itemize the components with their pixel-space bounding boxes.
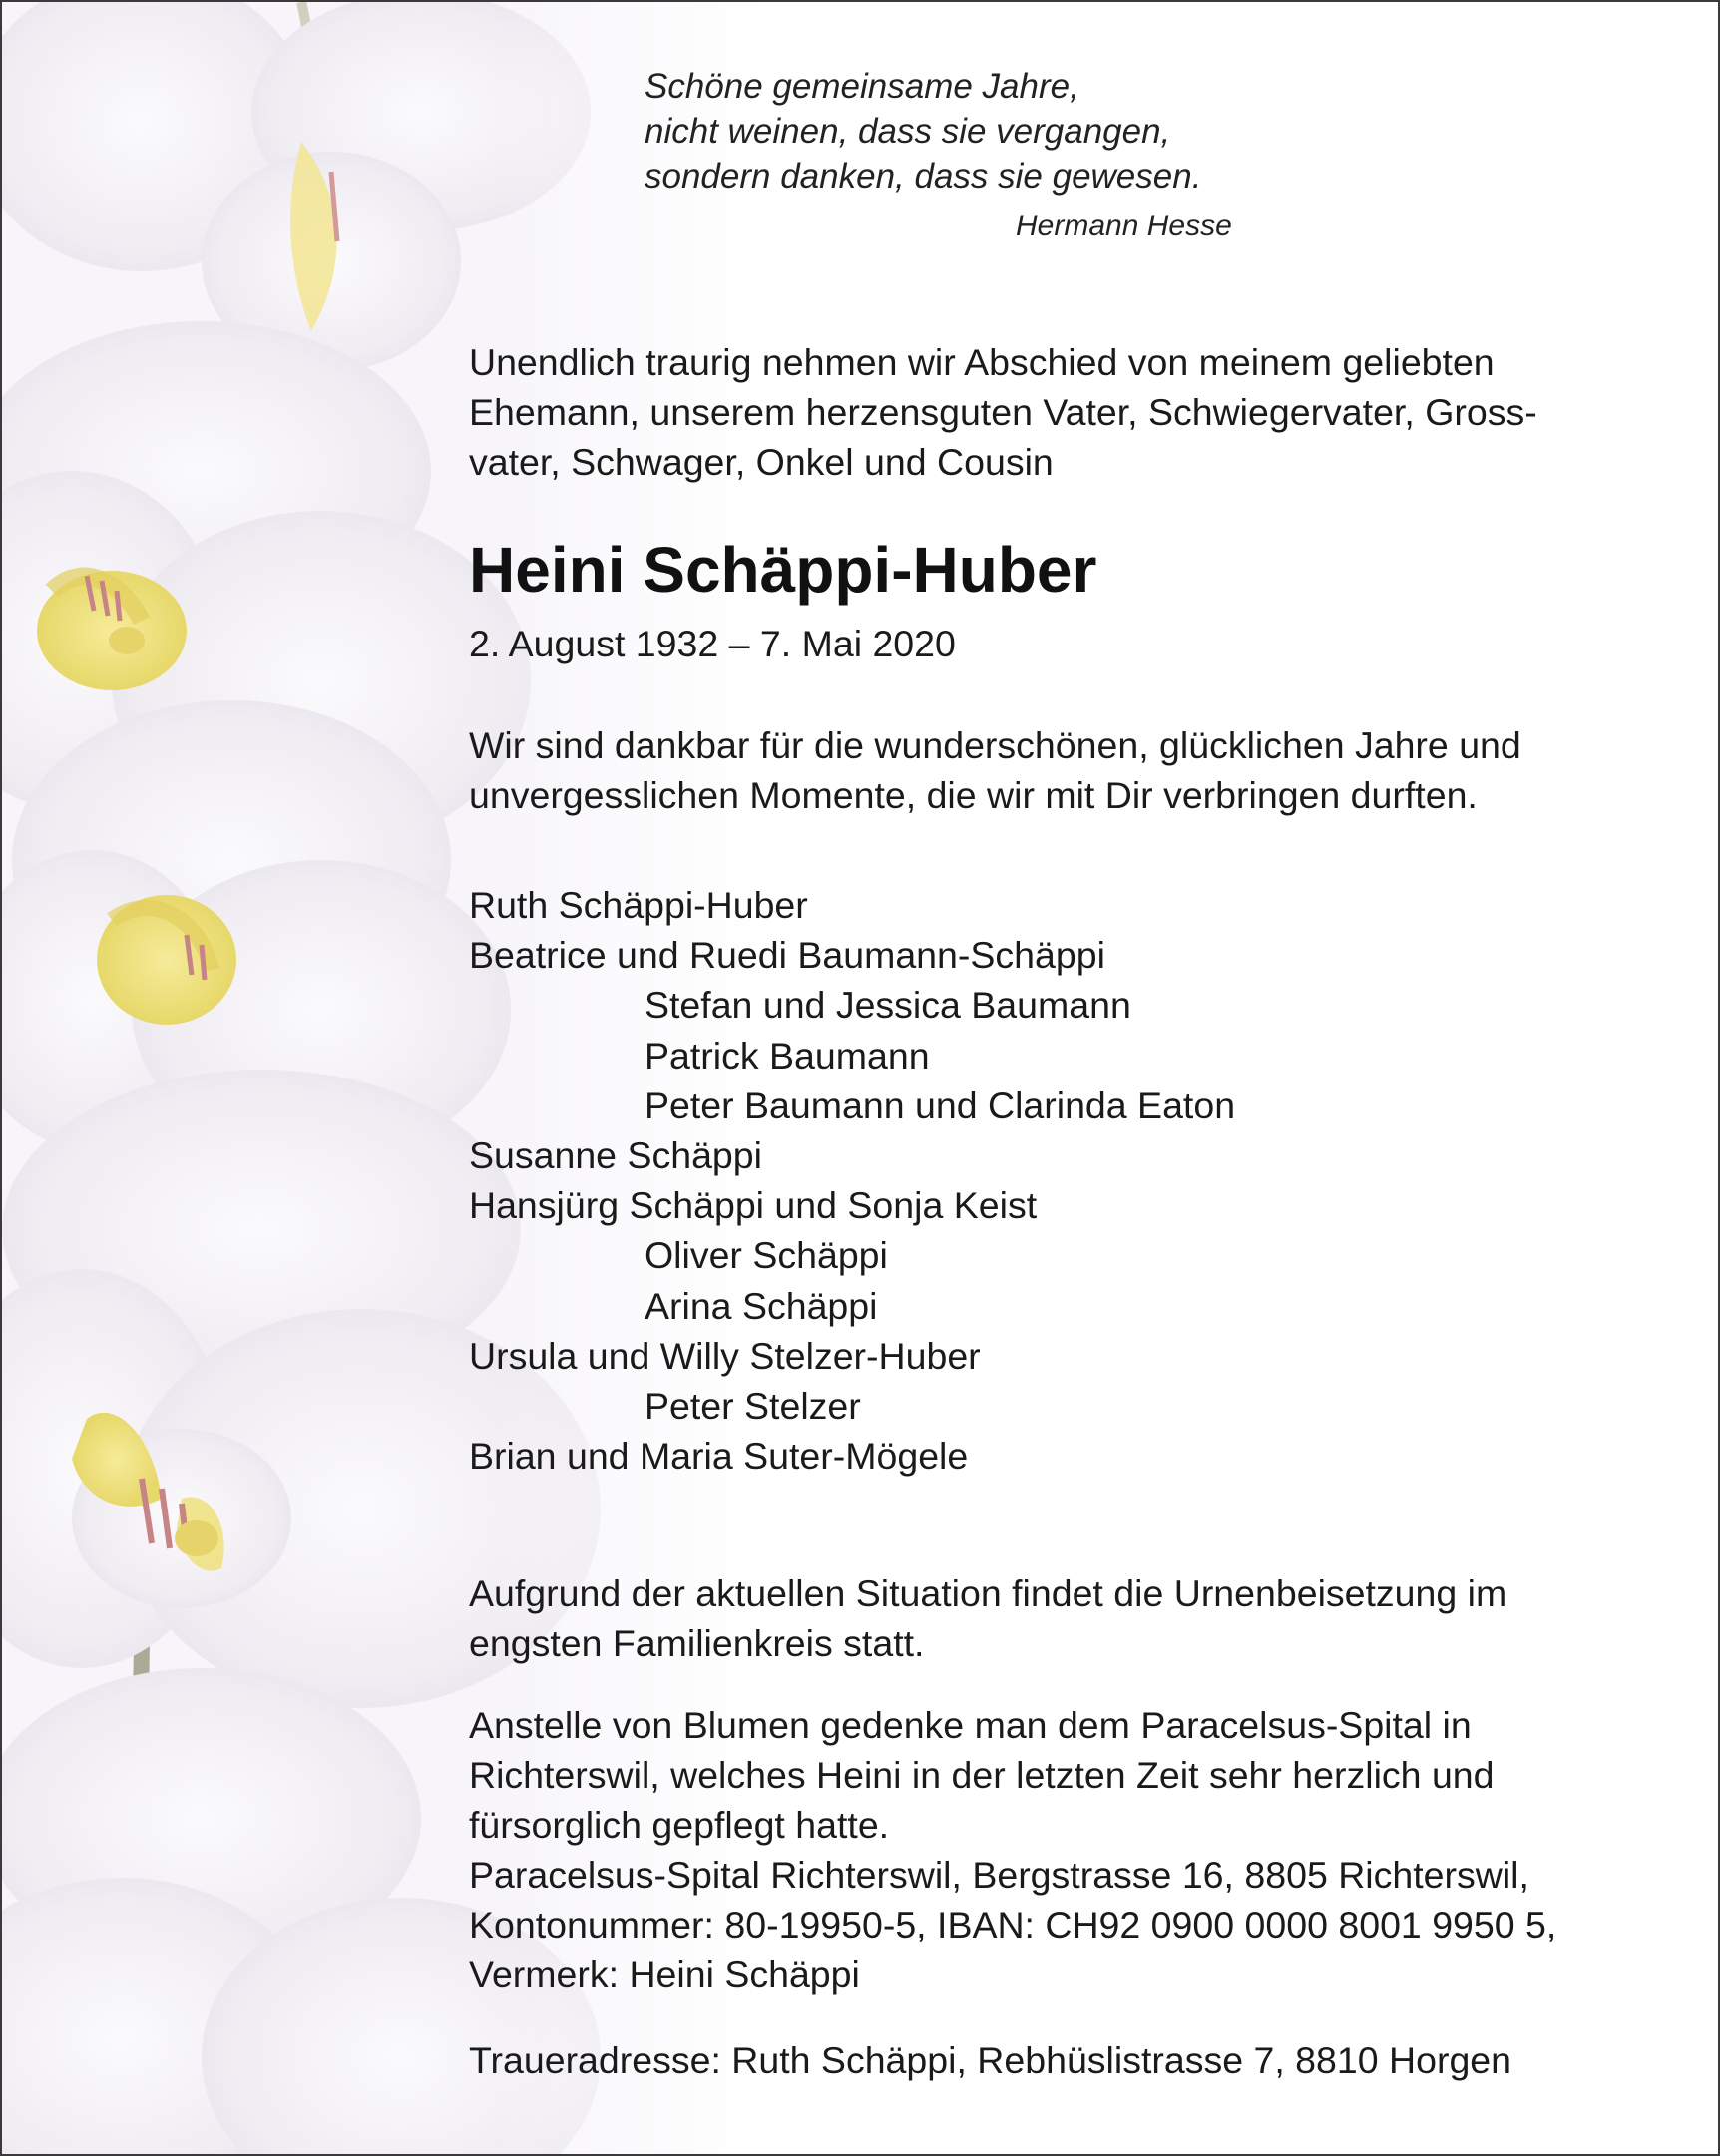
mourner-name: Brian und Maria Suter-Mögele [469, 1435, 969, 1478]
mourner-name: Oliver Schäppi [645, 1234, 888, 1277]
mourner-name: Arina Schäppi [645, 1284, 878, 1327]
intro-line: Unendlich traurig nehmen wir Abschied von meinem geliebten [469, 341, 1495, 383]
quote-line: nicht weinen, dass sie vergangen, [645, 112, 1171, 151]
mourner-name: Ursula und Willy Stelzer-Huber [469, 1334, 981, 1377]
mourner-name: Ruth Schäppi-Huber [469, 884, 808, 926]
donation-line: Vermerk: Heini Schäppi [469, 1953, 860, 1995]
mourner-name: Susanne Schäppi [469, 1134, 762, 1177]
deceased-name: Heini Schäppi-Huber [469, 534, 1097, 606]
mourner-name: Beatrice und Ruedi Baumann-Schäppi [469, 934, 1105, 977]
quote-line: sondern danken, dass sie gewesen. [645, 157, 1202, 196]
mourner-name: Stefan und Jessica Baumann [645, 984, 1131, 1027]
donation-paragraph [469, 1700, 1556, 1999]
mourner-name: Hansjürg Schäppi und Sonja Keist [469, 1184, 1038, 1227]
mourner-name: Peter Stelzer [645, 1385, 861, 1428]
mourner-name: Peter Baumann und Clarinda Eaton [645, 1083, 1236, 1126]
gratitude-line: Wir sind dankbar für die wunderschönen, glücklichen Jahre und [469, 724, 1521, 766]
deceased-dates: 2. August 1932 – 7. Mai 2020 [469, 623, 956, 664]
mourner-name: Patrick Baumann [645, 1034, 930, 1077]
gratitude-line: unvergesslichen Momente, die wir mit Dir verbringen durften. [469, 774, 1478, 816]
address-line: Traueradresse: Ruth Schäppi, Rebhüslistrasse 7, 8810 Horgen [469, 2039, 1512, 2081]
donation-line: Kontonummer: 80-19950-5, IBAN: CH92 0900 0000 8001 9950 5, [469, 1904, 1557, 1945]
burial-line: engsten Familienkreis statt. [469, 1622, 925, 1664]
quote-line: Schöne gemeinsame Jahre, [645, 67, 1079, 106]
intro-paragraph [469, 337, 1537, 487]
gratitude-paragraph [469, 720, 1521, 820]
intro-line: vater, Schwager, Onkel und Cousin [469, 441, 1054, 483]
donation-line: Anstelle von Blumen gedenke man dem Paracelsus-Spital in [469, 1704, 1472, 1746]
quote [645, 64, 1201, 199]
intro-line: Ehemann, unserem herzensguten Vater, Schwiegervater, Gross- [469, 391, 1537, 433]
burial-paragraph [469, 1568, 1506, 1668]
mourners-list [469, 880, 1235, 1481]
donation-line: fürsorglich gepflegt hatte. [469, 1804, 890, 1846]
quote-author: Hermann Hesse [1016, 210, 1232, 242]
mourning-address [469, 2035, 1511, 2085]
donation-line: Richterswil, welches Heini in der letzten Zeit sehr herzlich und [469, 1754, 1495, 1796]
donation-line: Paracelsus-Spital Richterswil, Bergstrasse 16, 8805 Richterswil, [469, 1854, 1529, 1896]
burial-line: Aufgrund der aktuellen Situation findet die Urnenbeisetzung im [469, 1572, 1507, 1614]
